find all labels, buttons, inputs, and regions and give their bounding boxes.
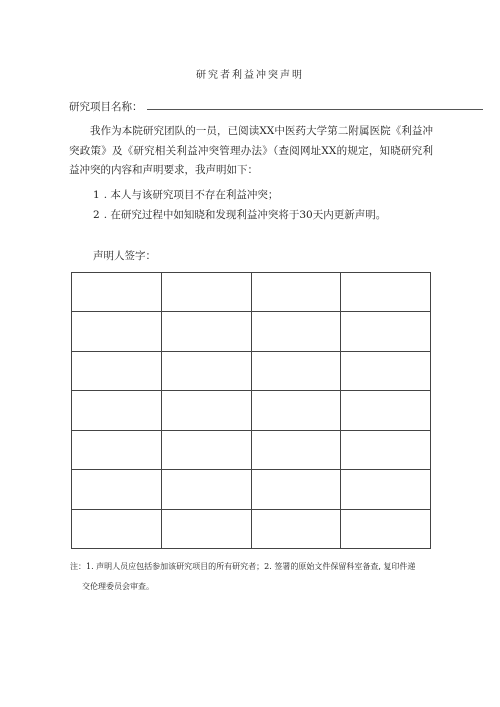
signature-cell[interactable] (341, 273, 431, 312)
signature-cell[interactable] (251, 430, 341, 469)
signature-cell[interactable] (251, 273, 341, 312)
signature-cell[interactable] (72, 391, 162, 430)
signature-table (71, 272, 431, 549)
item-number: 2 (93, 209, 100, 221)
signature-row (72, 509, 431, 548)
item-text: . 在研究过程中如知晓和发现利益冲突将于30天内更新声明。 (103, 209, 387, 221)
footnote (70, 557, 432, 597)
signature-cell[interactable] (161, 391, 251, 430)
signature-cell[interactable] (72, 430, 162, 469)
signature-cell[interactable] (72, 509, 162, 548)
signature-cell[interactable] (161, 312, 251, 351)
signature-row (72, 391, 431, 430)
signature-cell[interactable] (161, 470, 251, 509)
signature-row (72, 312, 431, 351)
signature-row (72, 430, 431, 469)
signature-cell[interactable] (341, 312, 431, 351)
signature-cell[interactable] (341, 509, 431, 548)
signature-cell[interactable] (251, 312, 341, 351)
signature-cell[interactable] (341, 351, 431, 390)
signature-cell[interactable] (251, 509, 341, 548)
signature-cell[interactable] (161, 273, 251, 312)
signature-cell[interactable] (72, 470, 162, 509)
signature-row (72, 273, 431, 312)
declaration-item-1 (93, 187, 278, 203)
declaration-item-2 (93, 207, 386, 223)
signature-row (72, 470, 431, 509)
signature-cell[interactable] (341, 391, 431, 430)
signature-cell[interactable] (251, 470, 341, 509)
signature-cell[interactable] (161, 351, 251, 390)
project-name-label: 研究项目名称： (69, 101, 143, 113)
item-text: . 本人与该研究项目不存在利益冲突； (103, 189, 279, 201)
signature-cell[interactable] (341, 470, 431, 509)
project-name-row (69, 99, 419, 115)
page-title: 研究者利益冲突声明 (196, 70, 304, 81)
signature-cell[interactable] (161, 430, 251, 469)
declaration-paragraph: 我作为本院研究团队的一员，已阅读XX中医药大学第二附属医院《利益冲突政策》及《研究相关利益冲突管理办法》（查阅网址XX的规定，知晓研究利益冲突的内容和声明要求，我声明如下： (69, 125, 433, 176)
signature-cell[interactable] (251, 391, 341, 430)
signature-cell[interactable] (341, 430, 431, 469)
footnote-line-1: 注：1. 声明人员应包括参加该研究项目的所有研究者；2. 签署的原始文件保留科室备查, 复印件递 (70, 562, 416, 571)
signature-cell[interactable] (72, 273, 162, 312)
item-number: 1 (93, 189, 100, 201)
signature-cell[interactable] (72, 312, 162, 351)
signature-row (72, 351, 431, 390)
signature-cell[interactable] (161, 509, 251, 548)
footnote-line-2: 交伦理委员会审查。 (82, 582, 154, 591)
project-name-blank-line (147, 109, 483, 110)
signature-cell[interactable] (251, 351, 341, 390)
signature-label: 声明人签字： (93, 250, 156, 262)
signature-cell[interactable] (72, 351, 162, 390)
